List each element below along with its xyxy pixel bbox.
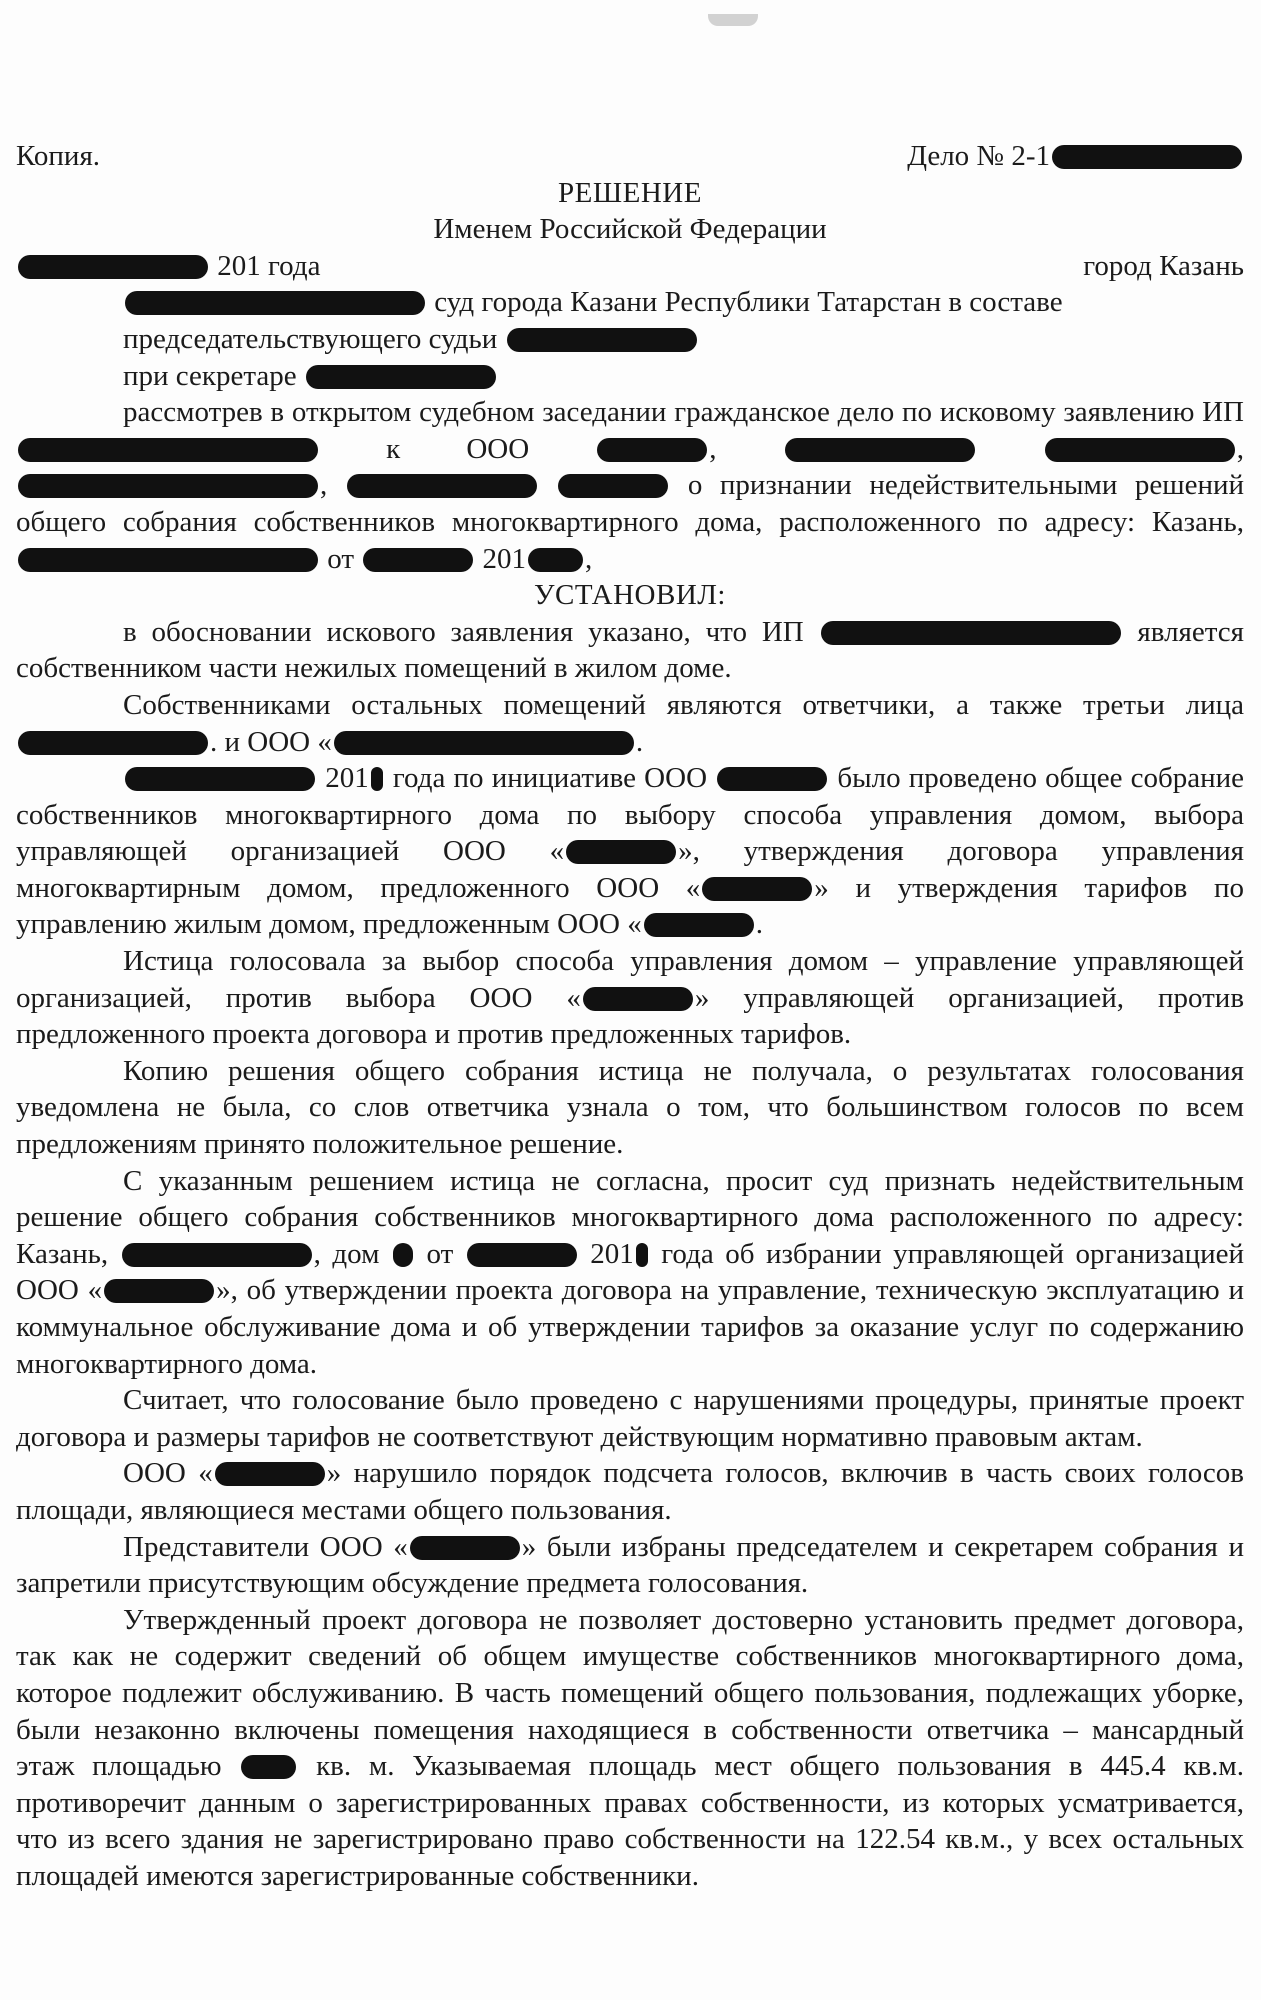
paragraph-text: Истица голосовала за выбор способа управления домом – управление управляющей организацией, против выбора ООО «	[16, 945, 1244, 1014]
redaction	[558, 474, 668, 498]
redaction	[125, 767, 315, 791]
case-number-wrap	[907, 138, 1244, 175]
claim-paragraph: рассмотрев в открытом судебном заседании гражданское дело по исковому заявлению ИП к ООО , , , о признании недействительными решений общего собрания собственников многоквартирного дома, расположенного по адресу: Казань, от 201 ,	[16, 396, 1245, 575]
redaction	[583, 987, 693, 1011]
paragraph-text: Представители ООО «	[123, 1530, 408, 1563]
date-city-row	[16, 248, 1244, 285]
document-subtitle: Именем Российской Федерации	[433, 213, 827, 246]
paragraph-text: года об избрании управляющей организацией ООО «	[16, 1237, 1245, 1307]
redaction	[371, 767, 383, 791]
paragraph-1	[16, 614, 1244, 687]
redaction	[18, 474, 318, 498]
paragraph-text: Собственниками остальных помещений являются ответчики, а также третьи лица	[123, 688, 1244, 721]
redaction	[717, 767, 827, 791]
paragraph-text: было проведено общее собрание собственников многоквартирного дома по выбору способа управления домом, выбора управляющей организацией ООО «	[16, 762, 1245, 868]
paragraph-3: 201 года по инициативе ООО было проведено общее собрание собственников многоквартирного дома по выбору способа управления домом, выбора управляющей организацией ООО « », утверждения договора управления многоквартирным домом, предложенного ООО « » и утверждения тарифов по управлению жилым домом, предложенным ООО « .	[16, 762, 1245, 941]
presiding-label: председательствующего судьи	[123, 322, 498, 355]
claim-text: к ООО	[386, 432, 530, 465]
redaction	[467, 1243, 577, 1267]
paragraph-text: 201	[590, 1237, 634, 1270]
redaction	[347, 474, 537, 498]
claim-text: о признании недействительными решений общего собрания собственников многоквартирного дома, расположенного по адресу: Казань,	[16, 469, 1245, 538]
redaction	[18, 548, 318, 572]
redaction	[821, 621, 1121, 645]
redaction	[104, 1279, 214, 1303]
redaction	[1045, 438, 1235, 462]
paragraph-7: Считает, что голосование было проведено с нарушениями процедуры, принятые проект договора и размеры тарифов не соответствуют действующим нормативно правовым актам.	[16, 1384, 1244, 1453]
redaction	[785, 438, 975, 462]
paragraph-text: », об утверждении проекта договора на управление, техническую эксплуатацию и коммунальное обслуживание дома и об утверждении тарифов за оказание услуг по содержанию многоквартирного дома.	[16, 1274, 1244, 1380]
case-number: Дело № 2-1	[907, 140, 1050, 172]
established-heading: УСТАНОВИЛ:	[534, 579, 726, 612]
paragraph-text: от	[426, 1237, 454, 1270]
paragraph-text: » были избраны председателем и секретарем собрания и запретили присутствующим обсуждение предмета голосования.	[16, 1530, 1244, 1600]
court-name: суд города Казани Республики Татарстан в составе	[434, 286, 1063, 319]
copy-mark: Копия.	[16, 140, 101, 172]
redaction	[1052, 145, 1242, 169]
paragraph-text: года по инициативе ООО	[392, 762, 708, 795]
redaction	[122, 1243, 312, 1267]
date-wrap	[16, 248, 320, 285]
paragraph-text: является собственником части нежилых помещений в жилом доме.	[16, 615, 1244, 685]
claim-text: от	[327, 542, 355, 575]
paragraph-text: в обосновании искового заявления указано, что ИП	[123, 615, 804, 648]
paragraph-8	[16, 1455, 1244, 1528]
paragraph-6	[16, 1163, 1244, 1383]
redaction	[241, 1755, 296, 1779]
redaction	[306, 365, 496, 389]
redaction	[507, 328, 697, 352]
paragraph-4	[16, 943, 1244, 1053]
paragraph-text: », утверждения договора управления многоквартирным домом, предложенного ООО «	[16, 835, 1244, 904]
paragraph-text: » и утверждения тарифов по управлению жилым домом, предложенным ООО «	[16, 871, 1244, 941]
paragraph-text: ООО «	[123, 1457, 213, 1490]
redaction	[334, 731, 634, 755]
redaction	[597, 438, 707, 462]
secretary-line	[16, 358, 1244, 395]
court-decision	[16, 138, 1244, 1895]
paragraph-text: кв. м. Указываемая площадь мест общего пользования в 445.4 кв.м. противоречит данным о зарегистрированных правах собственности, из которых усматривается, что из всего здания не зарегистрировано право собственности на 122.54 кв.м., у всех остальных площадей имеются зарегистрированные собственники.	[16, 1750, 1245, 1892]
redaction	[528, 548, 583, 572]
scan-mark	[708, 14, 758, 26]
redaction	[636, 1243, 648, 1267]
paragraph-text: . и ООО «	[210, 725, 332, 758]
paragraph-9	[16, 1529, 1244, 1602]
redaction	[566, 840, 676, 864]
redaction	[644, 913, 754, 937]
paragraph-10	[16, 1602, 1244, 1895]
paragraph-5: Копию решения общего собрания истица не получала, о результатах голосования уведомлена не была, со слов ответчика узнала о том, что большинством голосов по всем предложениям принято положительное решение.	[16, 1054, 1244, 1161]
secretary-label: при секретаре	[123, 359, 297, 392]
redaction	[393, 1243, 413, 1267]
header-row	[16, 138, 1244, 175]
redaction	[18, 731, 208, 755]
redaction	[125, 291, 425, 315]
document-title: РЕШЕНИЕ	[558, 176, 702, 209]
paragraph-text: , дом	[313, 1237, 380, 1270]
redaction	[18, 438, 318, 462]
court-line	[16, 284, 1244, 321]
redaction	[363, 548, 473, 572]
decision-date: 201 года	[217, 249, 321, 282]
paragraph-2: Собственниками остальных помещений являются ответчики, а также третьи лица . и ООО « .	[16, 687, 1244, 760]
paragraph-text: 201	[325, 762, 369, 795]
claim-text: 201	[482, 542, 527, 575]
city: город Казань	[1083, 249, 1244, 282]
redaction	[702, 877, 812, 901]
paragraph-text: » управляющей организацией, против предложенного проекта договора и против предложенных тарифов.	[16, 981, 1245, 1051]
presiding-line	[16, 321, 1244, 358]
paragraph-text: С указанным решением истица не согласна, просит суд признать недействительным решение общего собрания собственников многоквартирного дома расположенного по адресу: Казань,	[16, 1164, 1244, 1270]
redaction	[410, 1536, 520, 1560]
paragraph-text: Утвержденный проект договора не позволяет достоверно установить предмет договора, так как не содержит сведений об общем имуществе собственников многоквартирного дома, которое подлежит обслуживанию. В часть помещений общего пользования, подлежащих уборке, были незаконно включены помещения находящиеся в собственности ответчика – мансардный этаж площадью	[16, 1603, 1244, 1783]
paragraph-text: » нарушило порядок подсчета голосов, включив в часть своих голосов площади, являющиеся местами общего пользования.	[16, 1457, 1244, 1526]
claim-text: рассмотрев в открытом судебном заседании гражданское дело по исковому заявлению ИП	[123, 396, 1244, 429]
redaction	[215, 1462, 325, 1486]
redaction	[18, 255, 208, 279]
